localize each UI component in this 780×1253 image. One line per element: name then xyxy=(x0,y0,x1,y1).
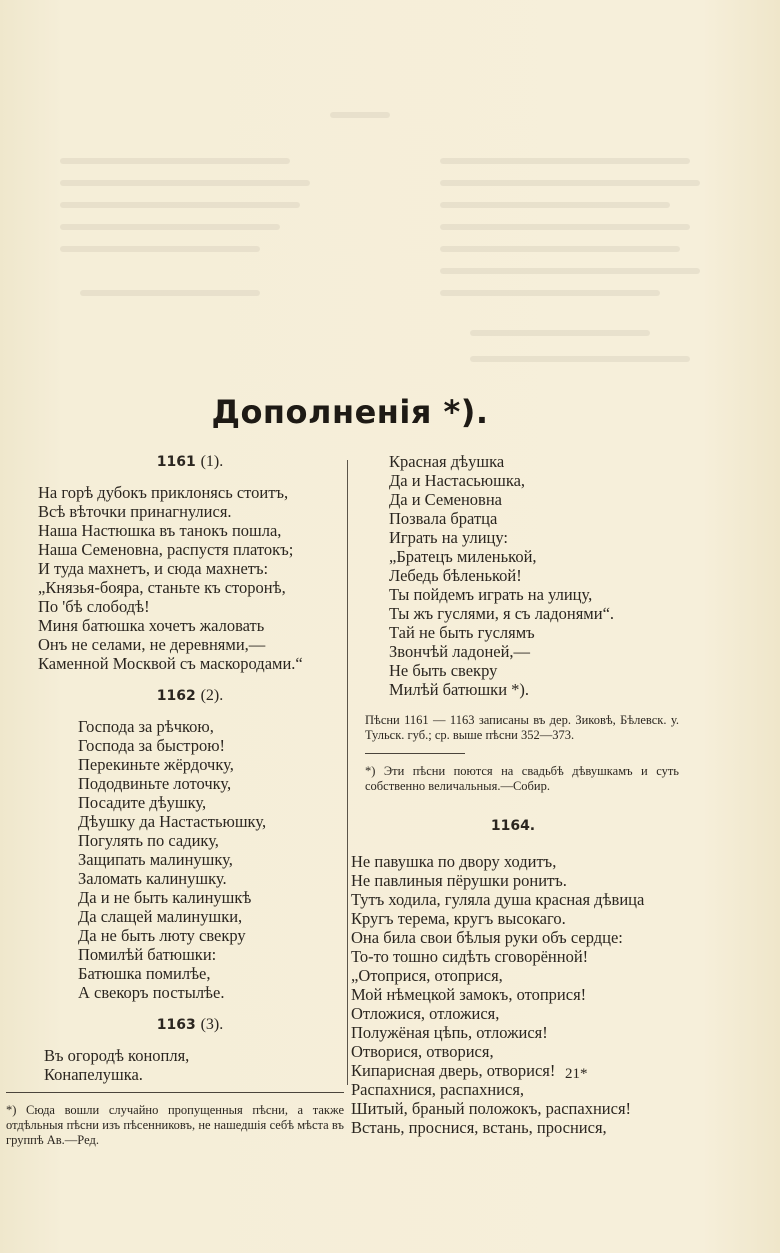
verse-line: Лебедь бѣленькой! xyxy=(389,566,522,585)
verse-line: А свекоръ постылѣе. xyxy=(78,983,225,1002)
verse-line: Она била свои бѣлыя руки объ сердце: xyxy=(351,928,623,947)
verse-line: Мой нѣмецкой замокъ, отоприся! xyxy=(351,985,587,1004)
song-1161-verse xyxy=(38,483,344,673)
song-1163-verse xyxy=(44,1046,344,1084)
song-1161-heading xyxy=(36,453,344,471)
verse-line: Перекиньте жёрдочку, xyxy=(78,755,234,774)
verse-line: Отложися, отложися, xyxy=(351,1004,500,1023)
verse-line: Распахнися, распахнися, xyxy=(351,1080,525,1099)
verse-line: Кругъ терема, кругъ высокаго. xyxy=(351,909,566,928)
verse-line: „Братецъ миленькой, xyxy=(389,547,537,566)
verse-line: Заломать калинушку. xyxy=(78,869,227,888)
page-title: Дополненія *). xyxy=(211,393,489,431)
song-number: 1162 xyxy=(156,688,196,704)
verse-line: Господа за быстрою! xyxy=(78,736,226,755)
verse-line: Ты жъ гуслями, я съ ладонями“. xyxy=(389,604,615,623)
show-through-text xyxy=(0,0,780,400)
verse-line: То-то тошно сидѣть сговорённой! xyxy=(351,947,589,966)
verse-line: Дѣушку да Настастьюшку, xyxy=(78,812,267,831)
verse-line: Позвала братца xyxy=(389,509,498,528)
song-ref: (2). xyxy=(200,687,224,704)
verse-line: Защипать малинушку, xyxy=(78,850,233,869)
verse-line: Да и Настасьюшка, xyxy=(389,471,526,490)
verse-line: Встань, проснися, встань, проснися, xyxy=(351,1118,607,1137)
verse-line: Каменной Москвой съ маскородами.“ xyxy=(38,654,303,673)
verse-line: Посадите дѣушку, xyxy=(78,793,207,812)
verse-line: Господа за рѣчкою, xyxy=(78,717,214,736)
verse-line: „Отоприся, отоприся, xyxy=(351,966,503,985)
song-ref: (1). xyxy=(200,453,224,470)
verse-line: Отворися, отворися, xyxy=(351,1042,494,1061)
verse-line: Полужёная цѣпь, отложися! xyxy=(351,1023,548,1042)
source-note: Пѣсни 1161 — 1163 записаны въ дер. Зиковѣ, Бѣлевск. у. Тульск. губ.; ср. выше пѣсни 352—373. xyxy=(365,713,679,742)
verse-line: Онъ не селами, не деревнями,— xyxy=(38,635,266,654)
page-number: 21* xyxy=(565,1066,588,1082)
song-number: 1161 xyxy=(156,454,196,470)
verse-line: Миня батюшка хочетъ жаловать xyxy=(38,616,265,635)
song-1162-verse xyxy=(78,717,344,1002)
note-rule xyxy=(365,753,465,754)
verse-line: Да и Семеновна xyxy=(389,490,502,509)
song-1164-verse xyxy=(351,852,679,1137)
verse-line: Тай не быть гуслямъ xyxy=(389,623,535,642)
verse-line: Въ огородѣ конопля, xyxy=(44,1046,190,1065)
verse-line: Погулять по садику, xyxy=(78,831,219,850)
verse-line: На горѣ дубокъ приклонясь стоитъ, xyxy=(38,483,289,502)
verse-line: Да не быть люту свекру xyxy=(78,926,246,945)
verse-line: Наша Семеновна, распустя платокъ; xyxy=(38,540,294,559)
footnote-rule xyxy=(6,1092,344,1093)
verse-line: Пододвиньте лоточку, xyxy=(78,774,232,793)
verse-line: Да слащей малинушки, xyxy=(78,907,243,926)
verse-line: Не павушка по двору ходитъ, xyxy=(351,852,557,871)
verse-line: Звончѣй ладоней,— xyxy=(389,642,531,661)
verse-line: Красная дѣушка xyxy=(389,452,505,471)
verse-line: Конапелушка. xyxy=(44,1065,143,1084)
song-number: 1163 xyxy=(156,1017,196,1033)
verse-line: Ты пойдемъ играть на улицу, xyxy=(389,585,593,604)
verse-line: Не быть свекру xyxy=(389,661,498,680)
verse-line: Шитый, браный положокъ, распахнися! xyxy=(351,1099,632,1118)
verse-line: Помилѣй батюшки: xyxy=(78,945,217,964)
song-number: 1164. xyxy=(490,818,536,834)
footnote: *) Сюда вошли случайно пропущенныя пѣсни, а также отдѣльныя пѣсни изъ пѣсенниковъ, не нашедшія себѣ мѣста въ группѣ Ав.—Ред. xyxy=(6,1103,344,1147)
verse-line: Милѣй батюшки *). xyxy=(389,680,530,699)
verse-line: „Князья-бояра, станьте къ сторонѣ, xyxy=(38,578,286,597)
song-1163-continuation xyxy=(389,452,679,699)
verse-line: По 'бѣ слободѣ! xyxy=(38,597,150,616)
song-ref: (3). xyxy=(200,1016,224,1033)
verse-line: Играть на улицу: xyxy=(389,528,509,547)
verse-line: Да и не быть калинушкѣ xyxy=(78,888,252,907)
verse-line: И туда махнетъ, и сюда махнетъ: xyxy=(38,559,269,578)
verse-line: Тутъ ходила, гуляла душа красная дѣвица xyxy=(351,890,645,909)
verse-line: Батюшка помилѣе, xyxy=(78,964,211,983)
verse-line: Наша Настюшка въ танокъ пошла, xyxy=(38,521,282,540)
song-1164-heading xyxy=(347,818,679,834)
footnote: *) Эти пѣсни поются на свадьбѣ дѣвушкамъ и суть собственно величальныя.—Собир. xyxy=(365,764,679,793)
verse-line: Кипарисная дверь, отворися! xyxy=(351,1061,556,1080)
verse-line: Всѣ вѣточки принагнулися. xyxy=(38,502,232,521)
song-1162-heading xyxy=(36,687,344,705)
left-column xyxy=(6,447,344,1148)
song-1163-heading xyxy=(36,1016,344,1034)
verse-line: Не павлиныя пёрушки ронитъ. xyxy=(351,871,567,890)
right-column xyxy=(347,452,679,1137)
